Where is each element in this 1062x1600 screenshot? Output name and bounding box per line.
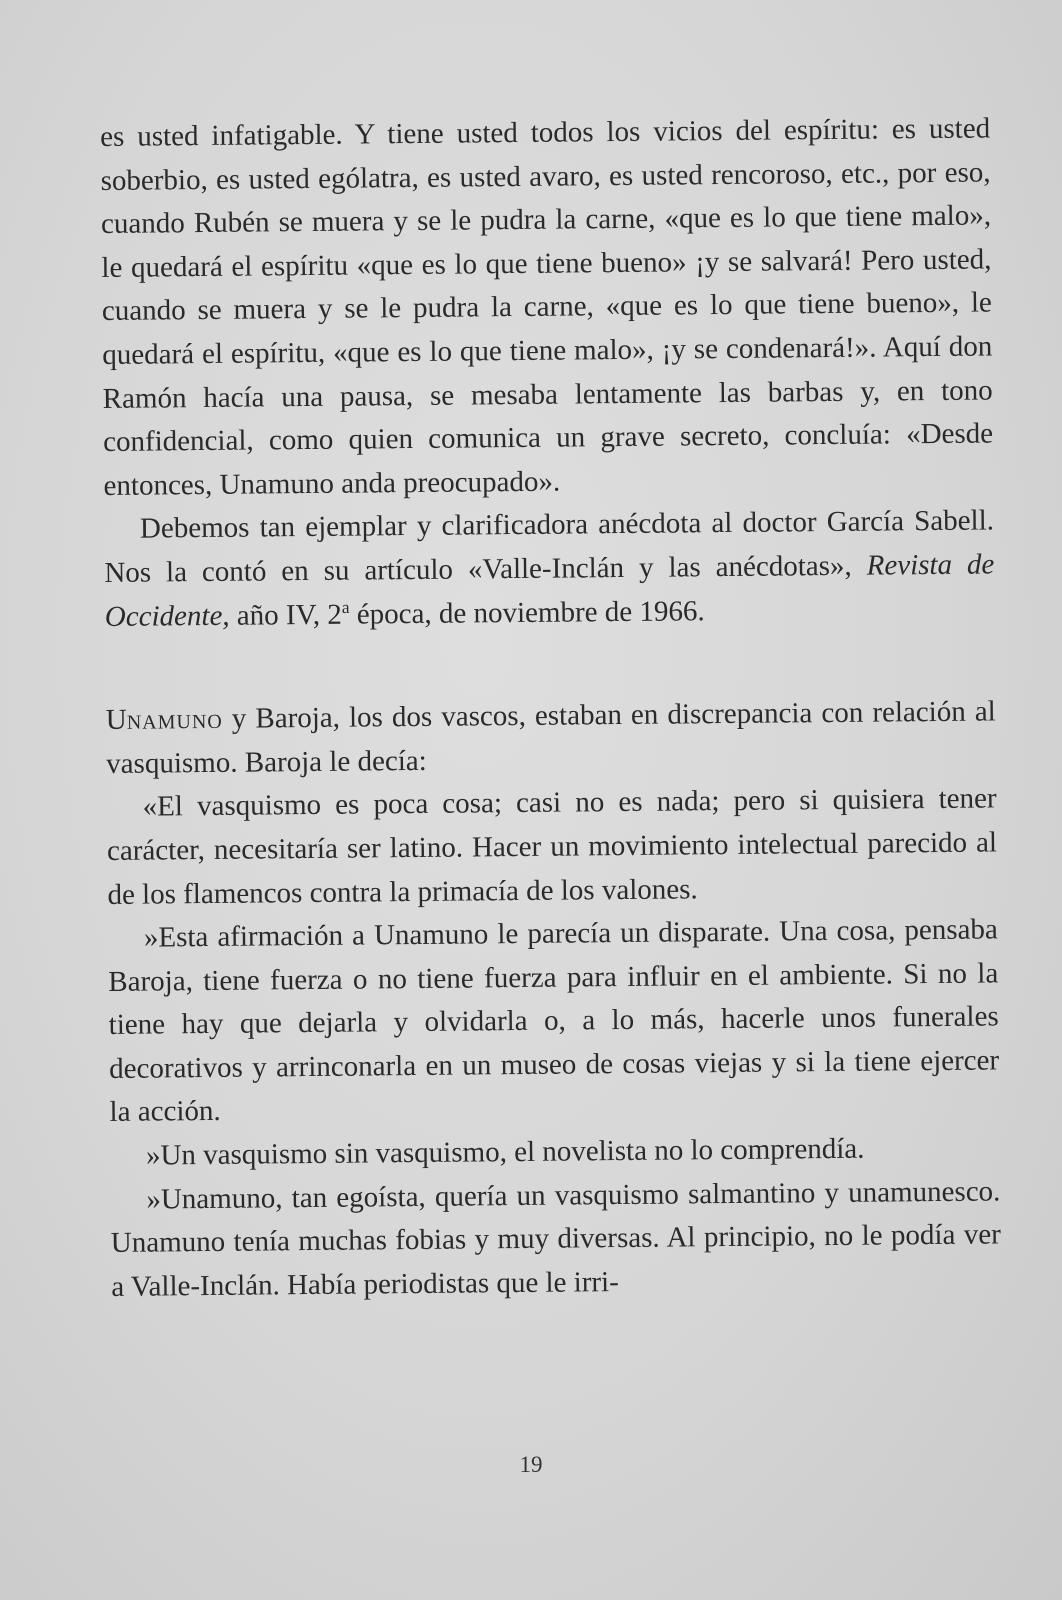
drop-initial: U: [105, 703, 127, 737]
paragraph-2-year: año IV, 2: [229, 598, 342, 632]
quote-paragraph-2: »Esta afirmación a Unamuno le parecía un disparate. Una cosa, pensaba Baroja, tiene fuerza o no tiene fuerza para influir en el ambiente. Si no la tiene hay que dejarla y olvidarla o, a lo más, hacerle unos funerales decorativos y arrinconarla en un museo de cosas viejas y si la tiene ejercer la acción.: [108, 913, 1000, 1129]
page-body: [100, 107, 1001, 1309]
ordinal-superscript: a: [341, 596, 350, 617]
paragraph-1: es usted infatigable. Y tiene usted todos los vicios del espíritu: es usted soberbio, es usted ególatra, es usted avaro, es usted rencoroso, etc., por eso, cuando Rubén se muera y se le pudra la carne, «que es lo que tiene malo», le quedará el espíritu «que es lo que tiene bueno» ¡y se salvará! Pero usted, cuando se muera y se le pudra la carne, «que es lo que tiene bueno», le quedará el espíritu, «que es lo que tiene malo», ¡y se condenará!». Aquí don Ramón hacía una pausa, se mesaba lentamente las barbas y, en tono confidencial, como quien comunica un grave secreto, concluía: «Desde entonces, Unamuno anda preocupado».: [100, 112, 994, 502]
paragraph-2-end: época, de noviembre de 1966.: [349, 594, 705, 631]
quote-paragraph-4: »Unamuno, tan egoísta, quería un vasquismo salmantino y unamunesco. Unamuno tenía muchas fobias y muy diversas. Al principio, no le podía ver a Valle-Inclán. Había periodistas que le irri-: [110, 1175, 1001, 1303]
small-caps-word: namuno: [126, 702, 223, 736]
page-number: 19: [519, 1452, 543, 1477]
paragraph-2: [104, 500, 995, 639]
section-break: [105, 631, 996, 700]
quote-paragraph-3: »Un vasquismo sin vasquismo, el novelista no lo comprendía.: [145, 1132, 865, 1172]
paragraph-2-text: Debemos tan ejemplar y clarificadora anécdota al doctor García Sabell. Nos la contó en su artículo «Valle-Inclán y las anécdotas»,: [104, 504, 995, 589]
quote-paragraph-1: «El vasquismo es poca cosa; casi no es nada; pero si quisiera tener carácter, necesitaría ser latino. Hacer un movimiento intelectual parecido al de los flamencos contra la primacía de los valones.: [106, 782, 998, 911]
section-2-opening: [106, 691, 997, 787]
journal-title: Revista de Occidente,: [104, 548, 995, 633]
section-2-opening-text: y Baroja, los dos vascos, estaban en discrepancia con relación al vasquismo. Baroja le decía:: [106, 695, 996, 780]
